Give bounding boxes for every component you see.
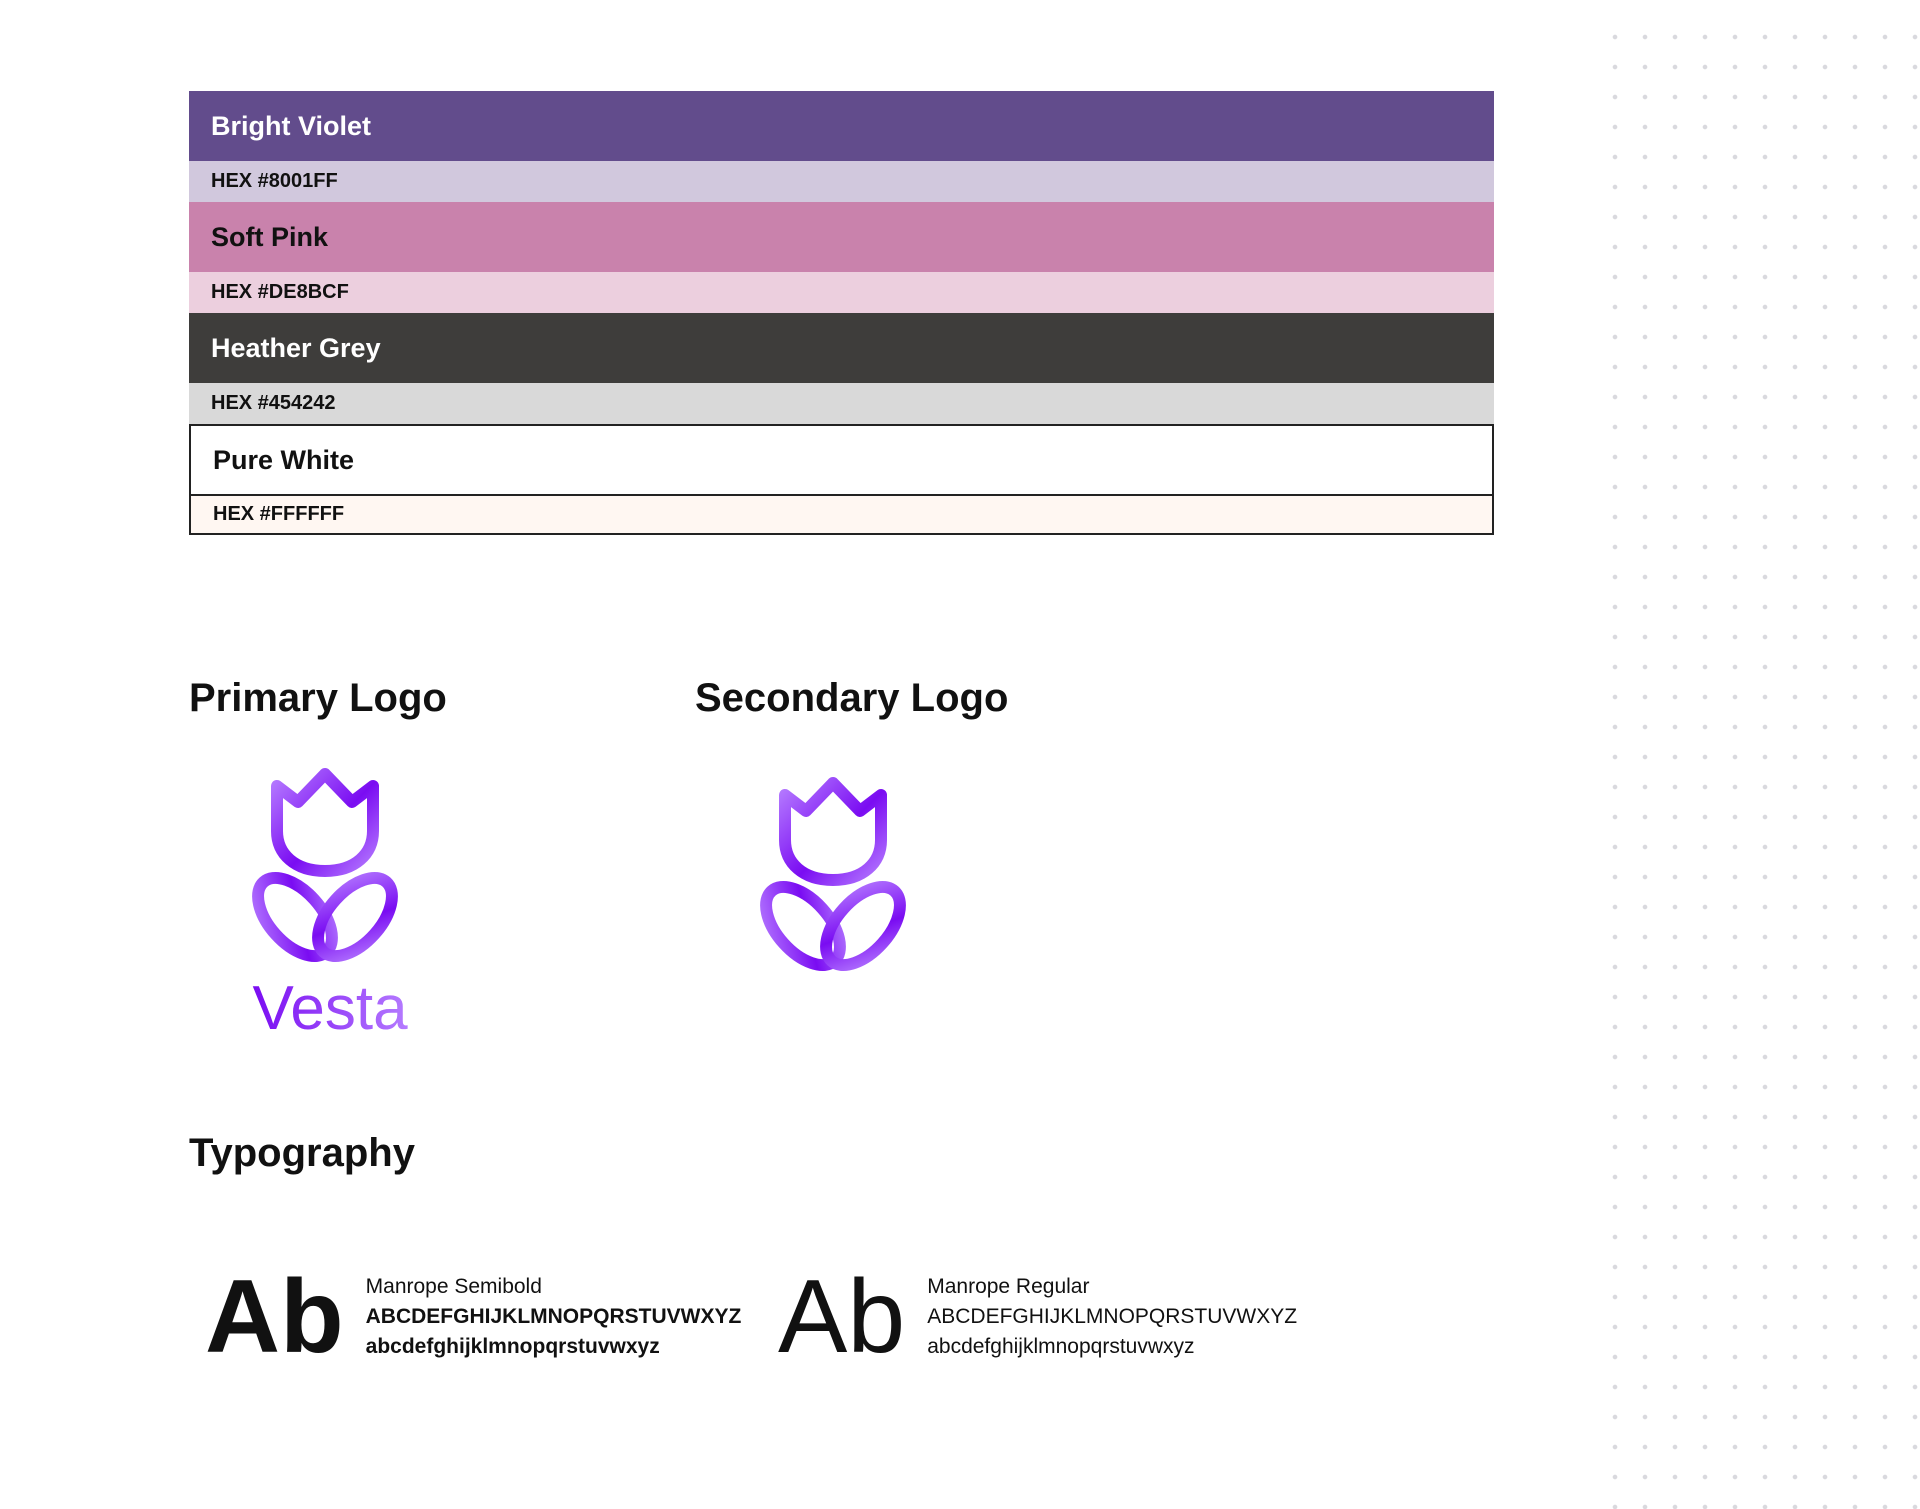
swatch-bright-violet-hex: HEX #8001FF	[189, 161, 1494, 202]
primary-logo-title: Primary Logo	[189, 676, 447, 720]
swatch-pure-white-hex: HEX #FFFFFF	[189, 494, 1494, 535]
type-uppercase-regular: ABCDEFGHIJKLMNOPQRSTUVWXYZ	[927, 1305, 1298, 1328]
dot-grid-decoration	[1600, 22, 1920, 1509]
type-name-regular: Manrope Regular	[927, 1275, 1090, 1298]
swatch-soft-pink-hex: HEX #DE8BCF	[189, 272, 1494, 313]
swatch-heather-grey-name: Heather Grey	[189, 313, 1494, 383]
type-uppercase-semibold: ABCDEFGHIJKLMNOPQRSTUVWXYZ	[365, 1305, 742, 1328]
typography-title: Typography	[189, 1131, 415, 1175]
type-glyph-semibold: Ab	[205, 1259, 344, 1375]
type-sample-regular	[778, 1259, 1298, 1375]
secondary-logo-title: Secondary Logo	[695, 676, 1009, 720]
type-sample-semibold	[205, 1259, 742, 1375]
swatch-bright-violet-name: Bright Violet	[189, 91, 1494, 161]
type-lowercase-semibold: abcdefghijklmnopqrstuvwxyz	[365, 1335, 660, 1358]
tulip-icon	[240, 764, 420, 1034]
primary-logo	[240, 764, 420, 1034]
vesta-wordmark: Vesta	[252, 974, 408, 1034]
swatch-heather-grey-hex: HEX #454242	[189, 383, 1494, 424]
type-name-semibold: Manrope Semibold	[365, 1275, 542, 1298]
secondary-logo	[748, 773, 928, 973]
tulip-icon	[748, 773, 928, 973]
swatch-soft-pink-name: Soft Pink	[189, 202, 1494, 272]
type-glyph-regular: Ab	[778, 1259, 906, 1375]
color-palette	[189, 91, 1494, 535]
swatch-pure-white-name: Pure White	[189, 424, 1494, 494]
type-lowercase-regular: abcdefghijklmnopqrstuvwxyz	[927, 1335, 1195, 1358]
